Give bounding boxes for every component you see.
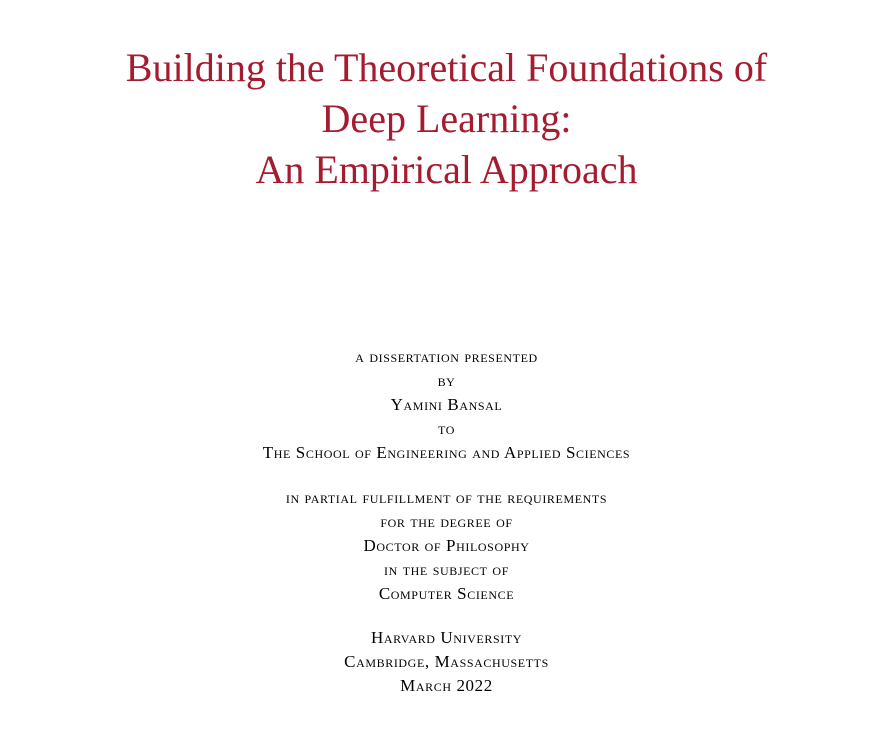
institution-block [0, 626, 893, 698]
dissertation-title [0, 42, 893, 195]
location: Cambridge, Massachusetts [344, 652, 549, 671]
school-name: The School of Engineering and Applied Sciences [262, 443, 631, 462]
subject-name: Computer Science [378, 584, 515, 603]
fulfillment-block [0, 486, 893, 606]
title-line-2: Deep Learning: [321, 96, 572, 141]
title-line-1: Building the Theoretical Foundations of [125, 45, 768, 90]
fulfillment-line: in partial fulfillment of the requirements [285, 488, 608, 507]
presented-line: a dissertation presented [355, 347, 538, 366]
date: March 2022 [400, 676, 493, 695]
presentation-block [0, 345, 893, 465]
degree-name: Doctor of Philosophy [363, 536, 530, 555]
by-line: by [437, 371, 456, 390]
title-line-3: An Empirical Approach [255, 147, 638, 192]
degree-of-line: for the degree of [380, 512, 513, 531]
university-name: Harvard University [370, 628, 523, 647]
author-name: Yamini Bansal [390, 395, 503, 414]
subject-of-line: in the subject of [384, 560, 509, 579]
to-line: to [438, 419, 455, 438]
